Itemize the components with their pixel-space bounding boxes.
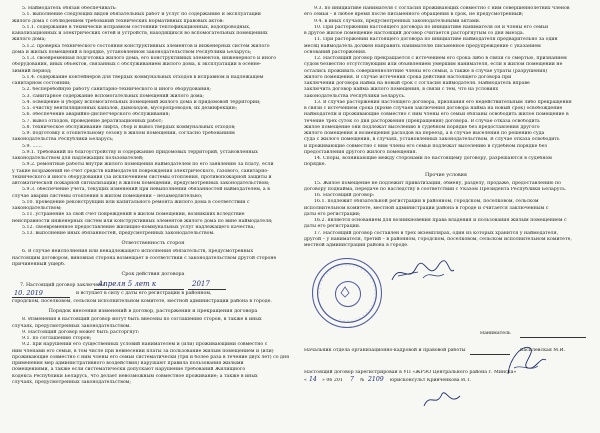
text-line: 5.1.2. проверка технического состояния конструктивных элементов и инженерных систем жилого <box>22 43 270 49</box>
text-line: случаях, предусмотренных законодательством; <box>12 379 131 385</box>
term-label: 7. Настоящий договор заключен с <box>20 283 106 288</box>
term-line: городском, поселковом, сельском исполнительном комитете, местной администрации района в городе. <box>12 299 272 304</box>
text-line: 5.9. …… <box>22 143 42 149</box>
text-line: проживающие совместно с ним члены его семьи систематически (три и более раза в течение двух лет) со дня <box>12 354 290 360</box>
official-name: Василевская М.И. <box>520 348 566 353</box>
text-line: кодекса Республики Беларусь, что делает невозможным совместное проживание; а также в иных <box>12 373 258 379</box>
text-line: судом безвестно отсутствующим или объявлением умершим нанимателя, если в жилом помещении не <box>304 62 563 68</box>
text-line: 5.1.3. своевременная подготовка жилого дома, его конструктивных элементов, инженерного и иного <box>22 56 277 61</box>
text-line: 5.8. техническое обслуживание лифта, сбор и вывоз твердых коммунальных отходов; <box>22 124 236 130</box>
text-line: 5.9. подготовку к отопительному сезону в жилом помещении, согласно требованиям <box>22 131 235 136</box>
text-line: местной администрации района в городе. <box>304 243 409 248</box>
text-line: даты его регистрации; <box>304 211 361 217</box>
text-line: его семьи – в любое время после письменного обращения в срок, не предусмотренный; <box>304 12 524 18</box>
text-line: порядке. <box>304 162 327 168</box>
text-line: 16.2. является основанием для возникновения права владения и пользования жилым помещением с <box>314 218 567 223</box>
text-line: 9.2. при нарушении его существенных условий нанимателем и (или) проживающими совместно с <box>22 342 268 348</box>
text-line: 17. Настоящий договор составлен в трех экземплярах, один из которых хранится у наймодателя, <box>314 230 559 236</box>
text-line: автоматической пожарной сигнализации) в жилом помещении, предусмотренных законодательством; <box>12 181 270 186</box>
text-line: наймодатели и проживающие совместно с ним члены его семьи обязаны освободить жилое помещение в <box>304 112 569 118</box>
heading-amend: Порядок внесения изменений в договор, расторжения и прекращения договора <box>48 308 258 315</box>
official-seal <box>312 258 382 328</box>
text-line: 5.11. устранение за свой счет повреждений в жилом помещении, возникших вследствие <box>22 212 245 218</box>
handwritten-reg-number: 2109 <box>368 376 384 383</box>
text-line: причиненный ущерб. <box>12 261 66 267</box>
svg-text:· · · · · · · · · · · · · · ·: · · · · · · · · · · · · · · · · · · · · · · · · · · · · · · · · · · <box>316 262 378 324</box>
text-line: 9. Настоящий договор может быть расторгнут: <box>22 329 140 335</box>
text-line: 5.13. выполнение иных обязанностей, предусмотренных законодательством. <box>22 231 215 236</box>
term-after: и вступает в силу с даты его регистрации в районном, <box>76 291 212 296</box>
text-line: 9.3. по инициативе нанимателя с согласия проживающих совместно с ним совершеннолетних членов <box>314 6 570 11</box>
text-line: оборудования, иных объектов, связанных с обслуживанием жилого дома, к эксплуатации в осенне- <box>12 62 262 68</box>
left-column <box>12 6 294 386</box>
text-line: оснований расторжения. <box>304 49 367 55</box>
text-line: 5.1.4. содержание контейнеров для твердых коммунальных отходов в исправном и надлежащем <box>22 74 264 80</box>
text-line: жилого дома; <box>12 37 46 43</box>
text-line: другой – у нанимателя, третий – в районном, городском, поселковом, сельском исполнительном комитете, <box>304 236 572 242</box>
text-line: 5.7. вывоз отходов, проведение дератизационных работ; <box>22 118 163 124</box>
official-title: Начальник отдела организационно-кадровой и правовой работы <box>304 348 466 353</box>
text-line: 5.9.2. ремонтные работы внутри жилого помещения наймодателем по его заявлению за плату, если <box>22 162 274 168</box>
text-line: 14. Споры, возникающие между сторонами по настоящему договору, разрешаются в судебном <box>314 156 552 161</box>
text-line: месяц наймодатель должен направить нанимателю письменное предупреждение с указанием <box>304 43 541 49</box>
text-line: дома и жилых помещений в порядке, установленном законодательством Республики Беларусь; <box>12 49 252 55</box>
text-line: предоставления другого жилого помещения. <box>304 149 417 155</box>
text-line: даты его регистрации. <box>304 224 361 230</box>
text-line: течение трех суток со дня расторжения (прекращения) договора. В случае отказа освободить <box>304 118 540 124</box>
text-line: 11. При расторжении настоящего договора по инициативе наймодателя предварительно за один <box>314 37 558 43</box>
text-line: 5.2. бесперебойную работу санитарно-технического и иного оборудования; <box>22 87 212 93</box>
section-5-block <box>12 6 294 237</box>
text-line: жилое помещение они подлежат выселению в судебном порядке без предоставления другого <box>304 124 540 130</box>
text-line: неисправности инженерных систем или конструктивных элементов жилого дома по вине наймодателя; <box>12 218 273 224</box>
text-line: зимний период; <box>12 68 52 74</box>
text-line: 5.1.1. содержание в технически исправном состоянии теплофикационных, водопроводных, <box>22 24 251 30</box>
text-line: 6. В случае неисполнения или ненадлежащего исполнения обязательств, предусмотренных <box>22 249 254 255</box>
text-line: законодательства Республики Беларусь; <box>12 137 114 143</box>
section-6-block <box>12 249 294 268</box>
text-line: технического и иного оборудования (за исключением системы отопления, противопожарной защиты и <box>12 174 272 180</box>
seal-ring-text <box>313 259 381 327</box>
text-line: суда с жилого помещения, в случаях, установленных законодательством. В случае отказа освободить <box>304 137 560 143</box>
text-line: 8. Изменения в настоящий договор могут быть внесены по соглашению сторон, в также в иных <box>22 317 262 323</box>
text-line: законодательства Республики Беларусь. <box>304 93 406 99</box>
text-line: 5.5. очистку вентиляционных каналов, дымоходов, мусоропроводов, их дезинфекцию; <box>22 106 238 111</box>
handwritten-reg-year: 7 <box>350 376 354 383</box>
text-line: 13. В случае расторжения настоящего договора, признания его недействительным либо прекращения <box>314 99 572 105</box>
heading-other: Прочие условия <box>424 171 468 178</box>
registration-line-2: « 14 » 06 201 7 № 2109 юрисконсульт Кривченкова И.Т. <box>304 376 472 383</box>
text-line: жилого дома с соблюдением требований технических нормативных правовых актов: <box>12 18 224 24</box>
text-line: у такие возражений не счет средств наймодателя повреждения электрического, газового, санитарно- <box>12 168 269 174</box>
text-line: 16. Настоящий договор: <box>314 193 375 198</box>
text-line: жилого помещения и возмещения расходов на переезд, а в случае выселения по решению суда <box>304 131 545 136</box>
text-line: 12. Настоящий договор прекращается с истечением его срока либо в связи со смертью, признанием <box>314 56 567 61</box>
text-line: законодательством; <box>12 206 62 211</box>
term-fill-line <box>12 280 294 290</box>
text-line: санитарном состоянии; <box>12 81 71 86</box>
handwritten-reg-day: 14 <box>309 376 317 383</box>
handwritten-year: 2017 <box>192 280 210 288</box>
text-line: случае аварии системы отопления в жилом помещении – незамедлительно; <box>12 193 203 199</box>
tenant-role: Наниматель <box>480 331 511 336</box>
text-line: 5.12. своевременное предоставление жилищно-коммунальных услуг надлежащего качества; <box>22 224 255 230</box>
text-line: настоящим договором, виновная сторона возмещает в соответствии с законодательством другой стороне <box>12 255 277 261</box>
text-line: 5.4. освещение и уборку вспомогательных помещений жилого дома и придомовой территории; <box>22 99 261 105</box>
text-line: 9.1. по соглашению сторон; <box>22 336 92 341</box>
text-line: 10. При расторжении настоящего договора по инициативе нанимателя он и члены его семьи <box>314 24 549 30</box>
landlord-signature <box>388 258 458 288</box>
text-line: 5.9.1. требований по благоустройству и содержанию придомовых территорий, установленных <box>22 149 258 155</box>
heading-term: Срок действия договора <box>121 271 185 277</box>
text-line: 5.9.3. обеспечение учета, текущих изменений при невыполнении обязанностей наймодателем, а в <box>22 187 270 193</box>
handwritten-end: 10. 2019 <box>14 289 43 297</box>
text-line: заключить договор найма жилого помещения, в связи с тем, что на условиях <box>304 87 499 93</box>
text-line: ним членами его семьи, в том числе при невнесении платы за пользование жилым помещением и (или) <box>12 348 274 354</box>
text-line: заключении договора найма на новый срок с согласия наймодателя. Наймодатель вправе <box>304 81 530 86</box>
text-line: 5.1. выполнение следующих видов обязательных работ и услуг по содержанию и эксплуатации <box>22 12 261 18</box>
section-9-14-block <box>304 6 588 169</box>
text-line: в связи с истечением срока (кроме случаев заключения договора найма на новый срок) освобождение <box>304 106 563 111</box>
handwritten-start: Апреля 5 лет к <box>98 280 157 288</box>
heading-responsibility: Ответственность сторон <box>121 240 185 247</box>
text-line: 5.3. санитарное содержание вспомогательных помещений жилого дома; <box>22 93 204 99</box>
term-fill-line-2 <box>12 290 294 299</box>
text-line: законодательством для надлежащих пользователей; <box>12 156 144 161</box>
text-line: в другое жилое помещение настоящий договор считается расторгнутым со дня выезда. <box>304 31 525 36</box>
registration-line-1: Настоящий договор зарегистрирован в УП «ЖРЭО Центрального района г. Минска» <box>304 370 517 375</box>
text-line: договору поднайма, передаче по наследству в соответствии с Указом Президента Республики Беларусь. <box>304 186 567 192</box>
right-column <box>304 6 588 249</box>
section-8-block <box>12 317 294 386</box>
text-line: 16.1. подлежит обязательной регистрации в районном, городском, поселковом, сельском <box>314 199 539 205</box>
text-line: 9.4. в иных случаях, предусмотренных законодательными актами. <box>314 18 481 24</box>
text-line: случаях, предусмотренных законодательством. <box>12 323 131 329</box>
registrar-signature <box>420 386 464 412</box>
text-line: остались проживать совершеннолетние члены его семьи, а также в случае утраты (разрушения) <box>304 68 548 74</box>
text-line: 5.10. проведение реконструкции или капитального ремонта жилого дома в соответствии с <box>22 199 250 205</box>
text-line: 5. Наймодатель обязан обеспечивать: <box>22 6 117 11</box>
text-line: применения мер административного воздействия) нарушают правила пользования жилыми <box>12 361 244 366</box>
section-15-17-block <box>304 181 588 250</box>
text-line: 5.6. обеспечение аварийно-диспетчерского обслуживания; <box>22 112 171 118</box>
text-line: канализационных и электрических сетей и устройств, находящихся во вспомогательных помещениях <box>12 31 268 36</box>
text-line: и проживающие совместно с ним члены его семьи подлежат выселению в судебном порядке без <box>304 143 548 149</box>
text-line: 15. Жилое помещение не подлежит приватизации, обмену, разделу, продаже, предоставлению по <box>314 180 561 186</box>
text-line: исполнительном комитете, местной администрации района в городе и считается заключенным с <box>304 205 549 211</box>
text-line: жилого помещения. В случае истечения срока действия настоящего договора при <box>304 74 512 80</box>
text-line: помещениями, а также если систематически допускают нарушение требований Жилищного <box>12 367 246 373</box>
